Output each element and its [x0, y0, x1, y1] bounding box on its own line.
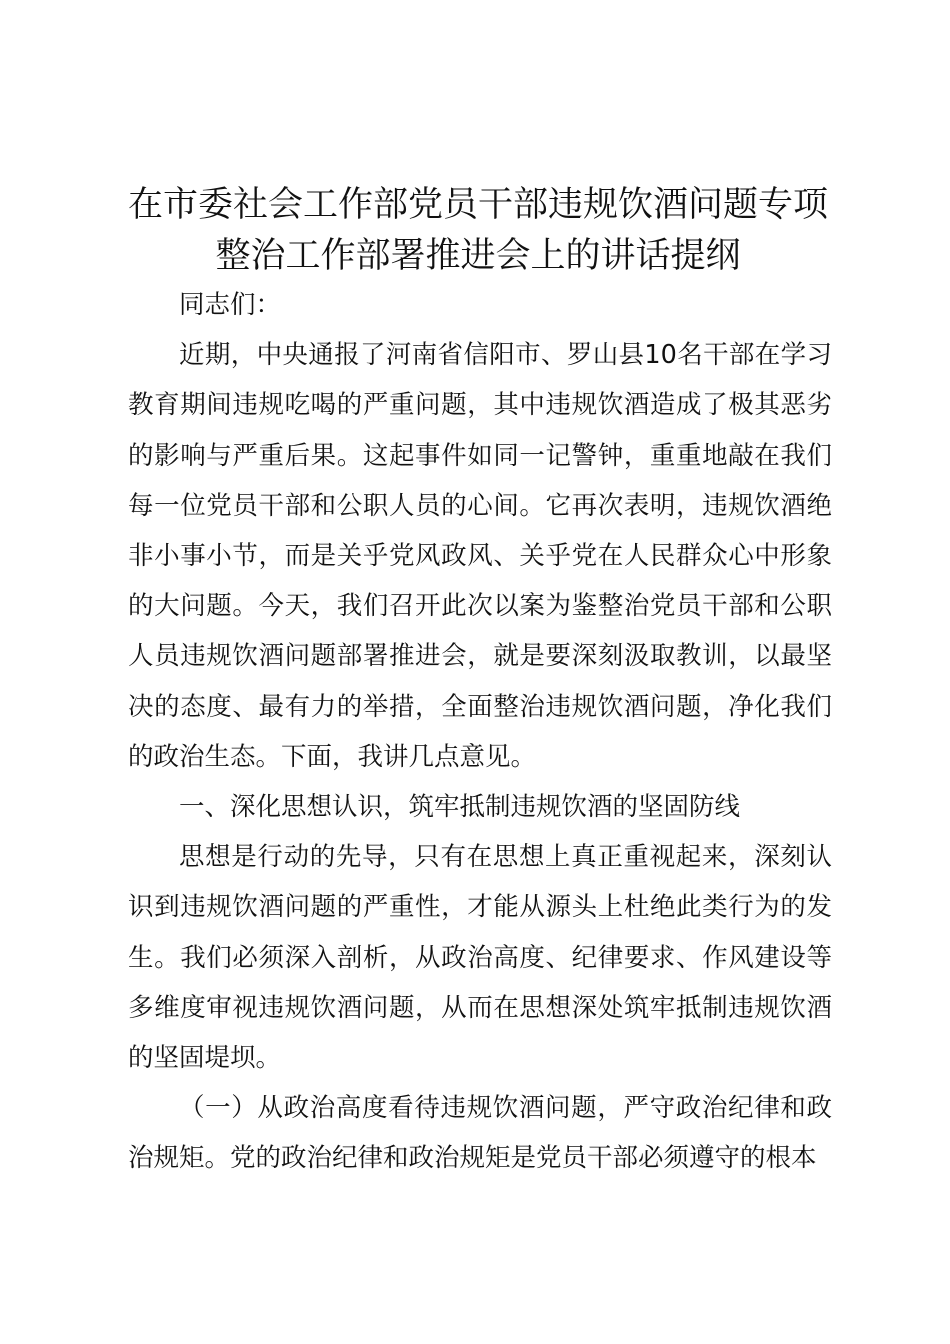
title-line-2: 整治工作部署推进会上的讲话提纲 — [215, 236, 741, 276]
document-body — [128, 280, 832, 1184]
paragraph-section-1: 思想是行动的先导，只有在思想上真正重视起来，深刻认识到违规饮酒问题的严重性，才能从源头上杜绝此类行为的发生。我们必须深入剖析，从政治高度、纪律要求、作风建设等多维度审视违规饮酒问题，从而在思想深处筑牢抵制违规饮酒的坚固堤坝。 — [128, 842, 832, 1074]
paragraph-subsection-1: （一）从政治高度看待违规饮酒问题，严守政治纪律和政治规矩。党的政治纪律和政治规矩是党员干部必须遵守的根本 — [128, 1093, 832, 1174]
title-line-1: 在市委社会工作部党员干部违规饮酒问题专项 — [127, 185, 828, 225]
section-heading-1: 一、深化思想认识，筑牢抵制违规饮酒的坚固防线 — [179, 792, 741, 823]
paragraph-intro: 近期，中央通报了河南省信阳市、罗山县10名干部在学习教育期间违规吃喝的严重问题，其中违规饮酒造成了极其恶劣的影响与严重后果。这起事件如同一记警钟，重重地敲在我们每一位党员干部和公职人员的心间。它再次表明，违规饮酒绝非小事小节，而是关乎党风政风、关乎党在人民群众心中形象的大问题。今天，我们召开此次以案为鉴整治党员干部和公职人员违规饮酒问题部署推进会，就是要深刻汲取教训，以最坚决的态度、最有力的举措，全面整治违规饮酒问题，净化我们的政治生态。下面，我讲几点意见。 — [128, 340, 832, 772]
document-title — [118, 180, 838, 282]
salutation: 同志们： — [179, 290, 282, 320]
